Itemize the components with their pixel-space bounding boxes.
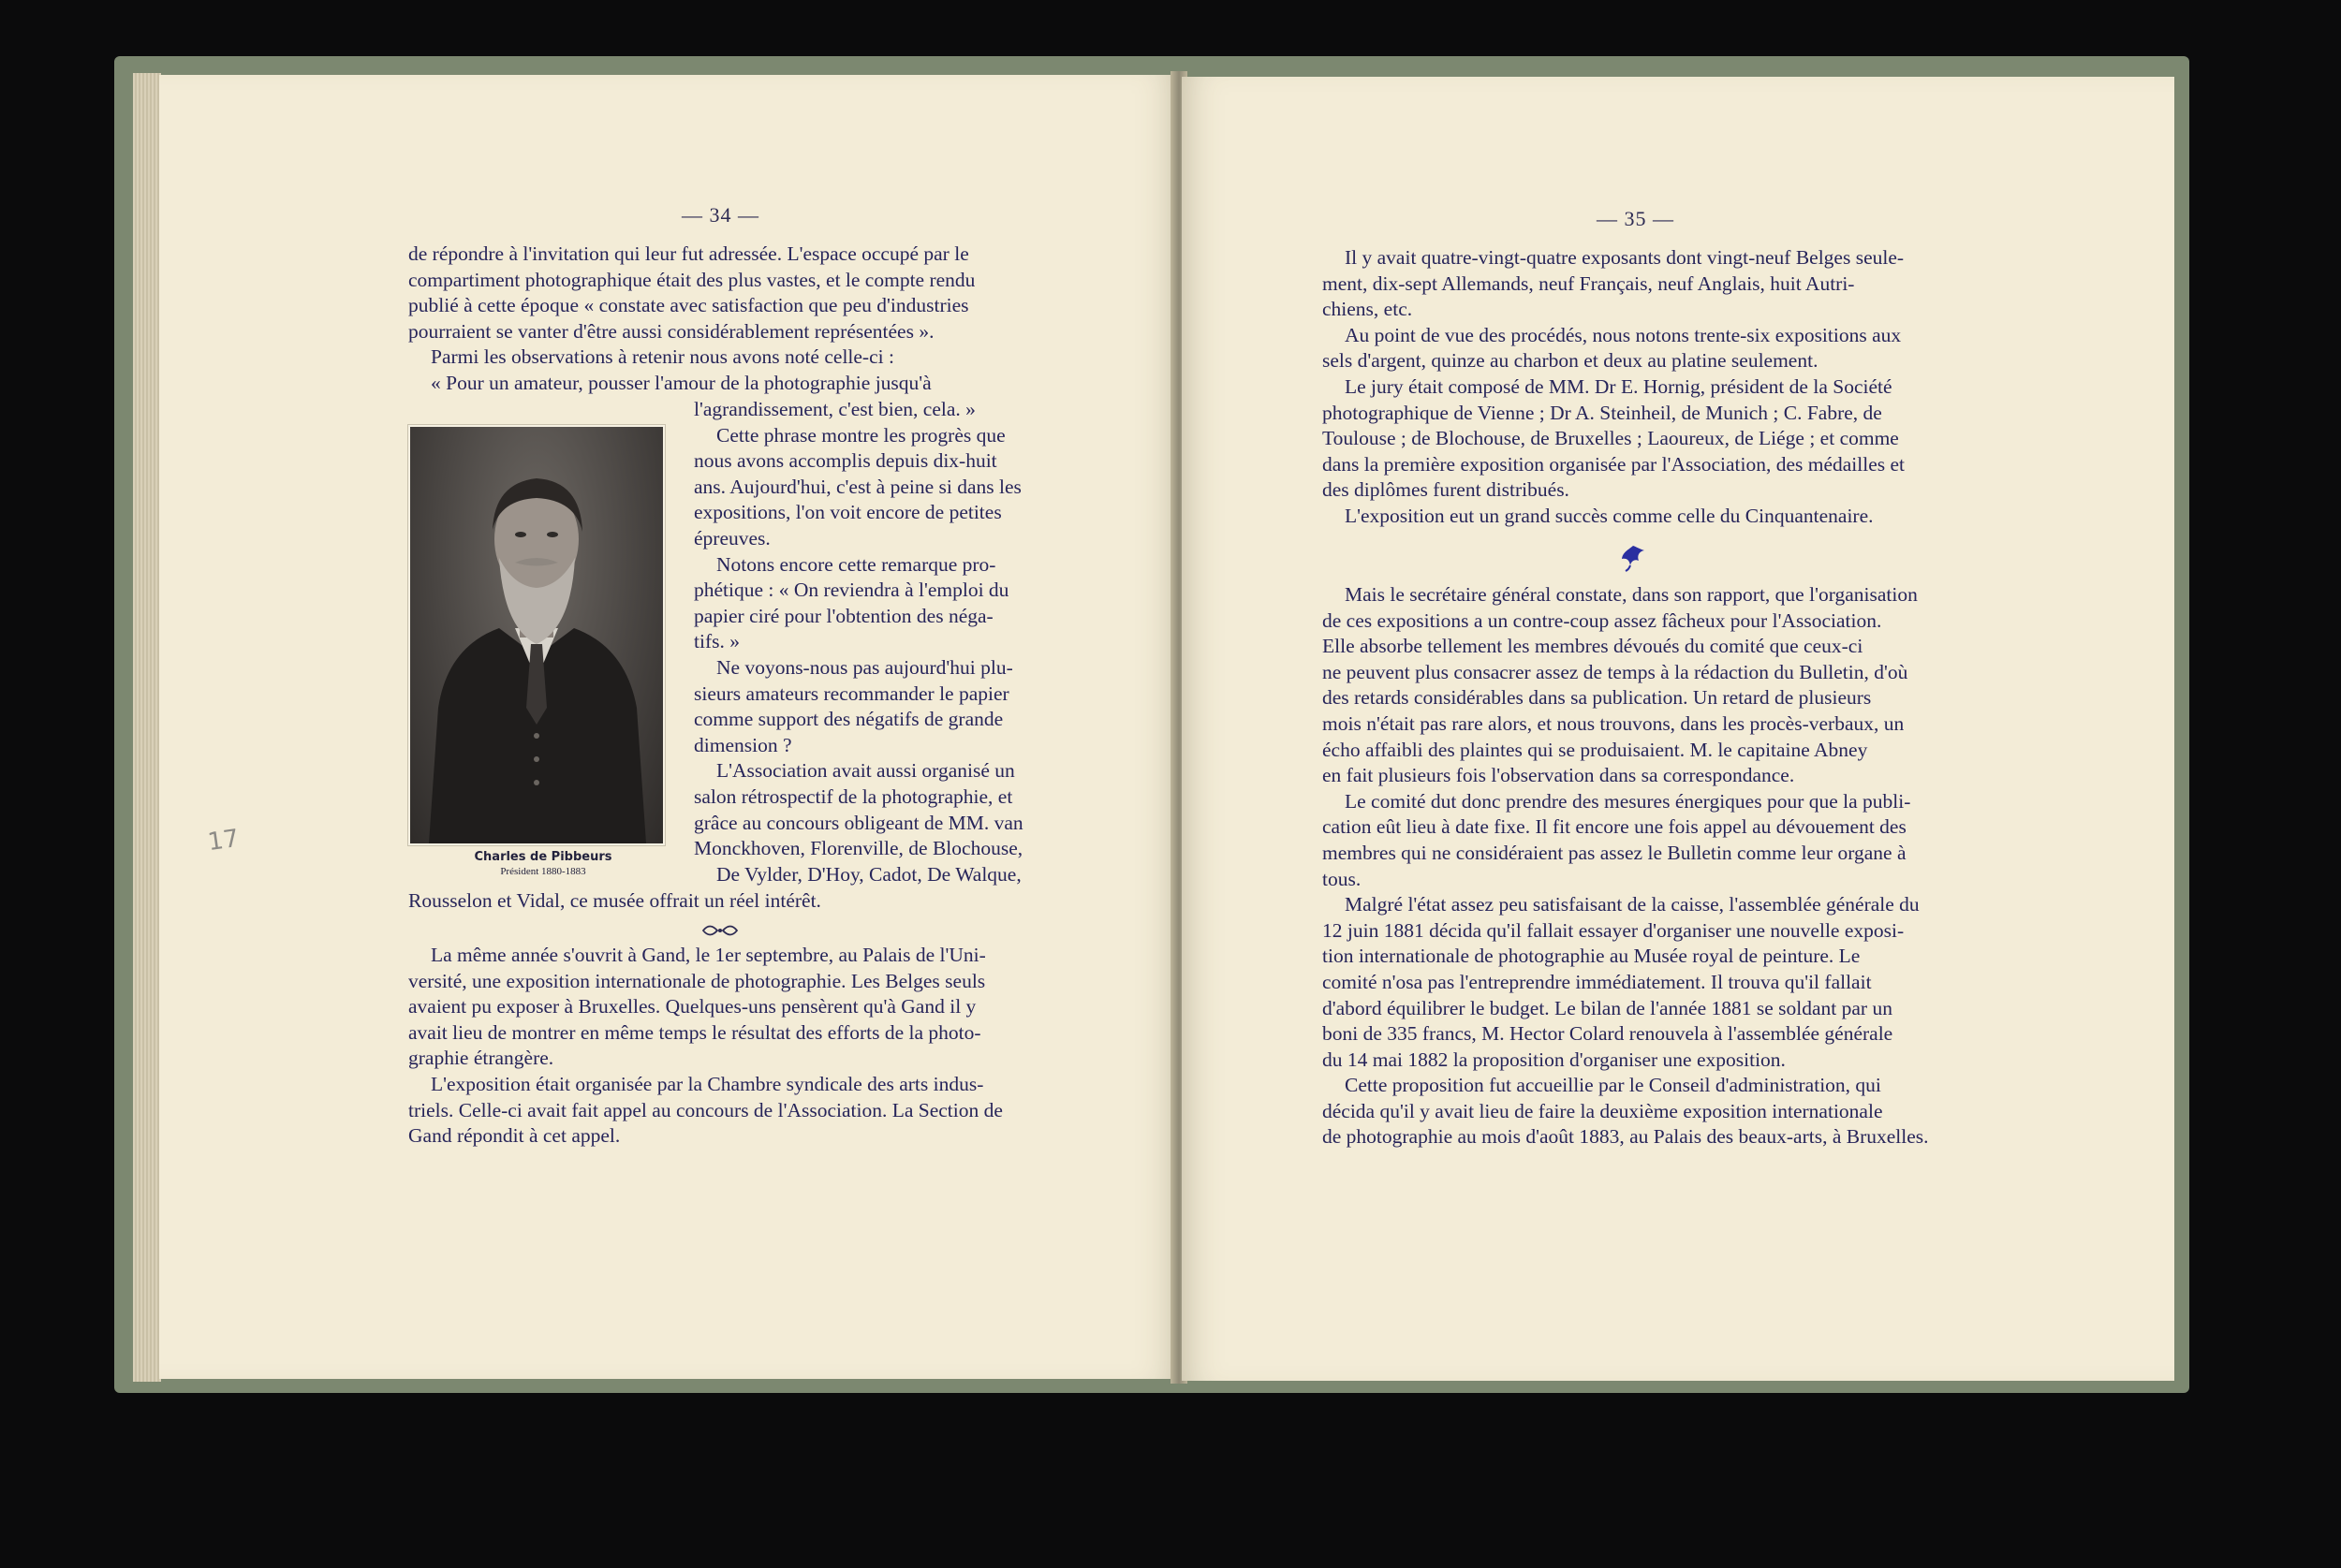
text-line: De Vylder, D'Hoy, Cadot, De Walque, — [716, 862, 1022, 886]
text-line: phétique : « On reviendra à l'emploi du — [694, 579, 1009, 602]
text-line: L'Association avait aussi organisé un — [716, 759, 1015, 783]
text-line: membres qui ne considéraient pas assez le Bulletin comme leur organe à — [1322, 841, 1907, 864]
left-top-paragraphs — [408, 242, 1036, 397]
text-line: d'abord équilibrer le budget. Le bilan de l'année 1881 se soldant par un — [1322, 996, 1892, 1019]
text-line: du 14 mai 1882 la proposition d'organiser une exposition. — [1322, 1048, 1786, 1071]
text-line: « Pour un amateur, pousser l'amour de la photographie jusqu'à — [431, 371, 932, 394]
text-line: papier ciré pour l'obtention des néga- — [694, 604, 994, 627]
fleuron-ornament-icon — [1618, 543, 1648, 573]
text-line: nous avons accomplis depuis dix-huit — [694, 449, 997, 473]
text-line: des retards considérables dans sa publication. Un retard de plusieurs — [1322, 686, 1872, 710]
text-line: Mais le secrétaire général constate, dans son rapport, que l'organisation — [1345, 583, 1918, 606]
text-line: pourraient se vanter d'être aussi considérablement représentées ». — [408, 319, 935, 343]
right-bottom-paragraphs — [1322, 582, 1950, 1150]
text-line: épreuves. — [694, 526, 771, 550]
portrait-photo — [408, 425, 665, 845]
portrait-figure-icon — [410, 427, 663, 843]
text-line: sieurs amateurs recommander le papier — [694, 681, 1009, 705]
text-line: versité, une exposition internationale de photographie. Les Belges seuls — [408, 969, 986, 992]
left-wrapped-paragraphs — [694, 397, 1036, 887]
pencil-annotation: 17 — [206, 824, 242, 857]
section-ornament-icon — [700, 920, 740, 941]
text-line: Notons encore cette remarque pro- — [716, 552, 996, 576]
text-line: triels. Celle-ci avait fait appel au concours de l'Association. La Section de — [408, 1098, 1003, 1121]
text-line: L'exposition était organisée par la Chambre syndicale des arts indus- — [431, 1072, 984, 1095]
text-line: Rousselon et Vidal, ce musée offrait un réel intérêt. — [408, 889, 821, 912]
text-line: de ces expositions a un contre-coup assez fâcheux pour l'Association. — [1322, 608, 1882, 632]
text-line: Le jury était composé de MM. Dr E. Hornig, président de la Société — [1345, 374, 1892, 398]
text-line: Monckhoven, Florenville, de Blochouse, — [694, 837, 1023, 860]
text-line: ment, dix-sept Allemands, neuf Français, neuf Anglais, huit Autri- — [1322, 271, 1855, 295]
text-line: Cette proposition fut accueillie par le Conseil d'administration, qui — [1345, 1074, 1881, 1097]
text-line: graphie étrangère. — [408, 1047, 554, 1070]
text-line: L'exposition eut un grand succès comme celle du Cinquantenaire. — [1345, 504, 1874, 527]
text-line: Malgré l'état assez peu satisfaisant de la caisse, l'assemblée générale du — [1345, 893, 1920, 916]
text-line: tifs. » — [694, 630, 740, 653]
text-line: boni de 335 francs, M. Hector Colard renouvela à l'assemblée générale — [1322, 1022, 1893, 1046]
text-line: des diplômes furent distribués. — [1322, 478, 1569, 502]
text-line: de photographie au mois d'août 1883, au Palais des beaux-arts, à Bruxelles. — [1322, 1125, 1929, 1149]
text-line: tous. — [1322, 867, 1362, 890]
text-line: photographique de Vienne ; Dr A. Steinheil, de Munich ; C. Fabre, de — [1322, 401, 1882, 424]
text-line: écho affaibli des plaintes qui se produisaient. M. le capitaine Abney — [1322, 738, 1868, 761]
text-line: compartiment photographique était des plus vastes, et le compte rendu — [408, 268, 976, 291]
text-line: grâce au concours obligeant de MM. van — [694, 811, 1023, 834]
text-line: expositions, l'on voit encore de petites — [694, 501, 1002, 524]
text-line: Elle absorbe tellement les membres dévoués du comité que ceux-ci — [1322, 635, 1863, 658]
text-line: comme support des négatifs de grande — [694, 708, 1004, 731]
text-line: sels d'argent, quinze au charbon et deux au platine seulement. — [1322, 349, 1818, 373]
portrait-caption-name: Charles de Pibbeurs — [474, 850, 612, 864]
text-line: en fait plusieurs fois l'observation dans sa correspondance. — [1322, 764, 1795, 787]
text-line: Gand répondit à cet appel. — [408, 1124, 621, 1148]
page-fore-edge — [133, 73, 161, 1382]
text-line: Ne voyons-nous pas aujourd'hui plu- — [716, 655, 1013, 679]
text-line: Toulouse ; de Blochouse, de Bruxelles ; Laoureux, de Liége ; et comme — [1322, 427, 1899, 450]
text-line: salon rétrospectif de la photographie, et — [694, 784, 1013, 808]
left-bottom-paragraphs — [408, 943, 1036, 1150]
text-line: Il y avait quatre-vingt-quatre exposants dont vingt-neuf Belges seule- — [1345, 246, 1905, 269]
text-line: l'agrandissement, c'est bien, cela. » — [694, 398, 976, 420]
text-line: dans la première exposition organisée par l'Association, des médailles et — [1322, 452, 1906, 476]
text-line: Parmi les observations à retenir nous avons noté celle-ci : — [431, 345, 894, 369]
text-line: Au point de vue des procédés, nous notons trente-six expositions aux — [1345, 323, 1902, 346]
left-wrap-closing-line — [408, 888, 1036, 915]
text-line: tion internationale de photographie au Musée royal de peinture. Le — [1322, 945, 1861, 968]
text-line: dimension ? — [694, 733, 792, 756]
text-line: de répondre à l'invitation qui leur fut adressée. L'espace occupé par le — [408, 242, 969, 265]
text-line: chiens, etc. — [1322, 298, 1413, 321]
right-top-paragraphs — [1322, 245, 1950, 530]
portrait-caption-role: Président 1880-1883 — [500, 866, 586, 877]
text-line: ne peuvent plus consacrer assez de temps à la rédaction du Bulletin, d'où — [1322, 660, 1908, 683]
text-line: cation eût lieu à date fixe. Il fit encore une fois appel au dévouement des — [1322, 815, 1907, 839]
text-line: décida qu'il y avait lieu de faire la deuxième exposition internationale — [1322, 1099, 1883, 1122]
left-page-number: — 34 — — [682, 203, 759, 227]
text-line: avait lieu de montrer en même temps le résultat des efforts de la photo- — [408, 1020, 981, 1044]
text-line: Le comité dut donc prendre des mesures énergiques pour que la publi- — [1345, 789, 1911, 813]
right-page-number: — 35 — — [1597, 207, 1674, 230]
text-line: ans. Aujourd'hui, c'est à peine si dans les — [694, 475, 1022, 498]
text-line: 12 juin 1881 décida qu'il fallait essayer d'organiser une nouvelle exposi- — [1322, 918, 1905, 942]
text-line: publié à cette époque « constate avec satisfaction que peu d'industries — [408, 294, 969, 317]
text-line: avaient pu exposer à Bruxelles. Quelques-uns pensèrent qu'à Gand il y — [408, 995, 977, 1018]
text-line: mois n'était pas rare alors, et nous trouvons, dans les procès-verbaux, un — [1322, 711, 1905, 735]
text-line: comité n'osa pas l'entreprendre immédiatement. Il trouva qu'il fallait — [1322, 970, 1872, 993]
text-line: La même année s'ouvrit à Gand, le 1er septembre, au Palais de l'Uni- — [431, 944, 986, 966]
text-line: Cette phrase montre les progrès que — [716, 423, 1006, 447]
